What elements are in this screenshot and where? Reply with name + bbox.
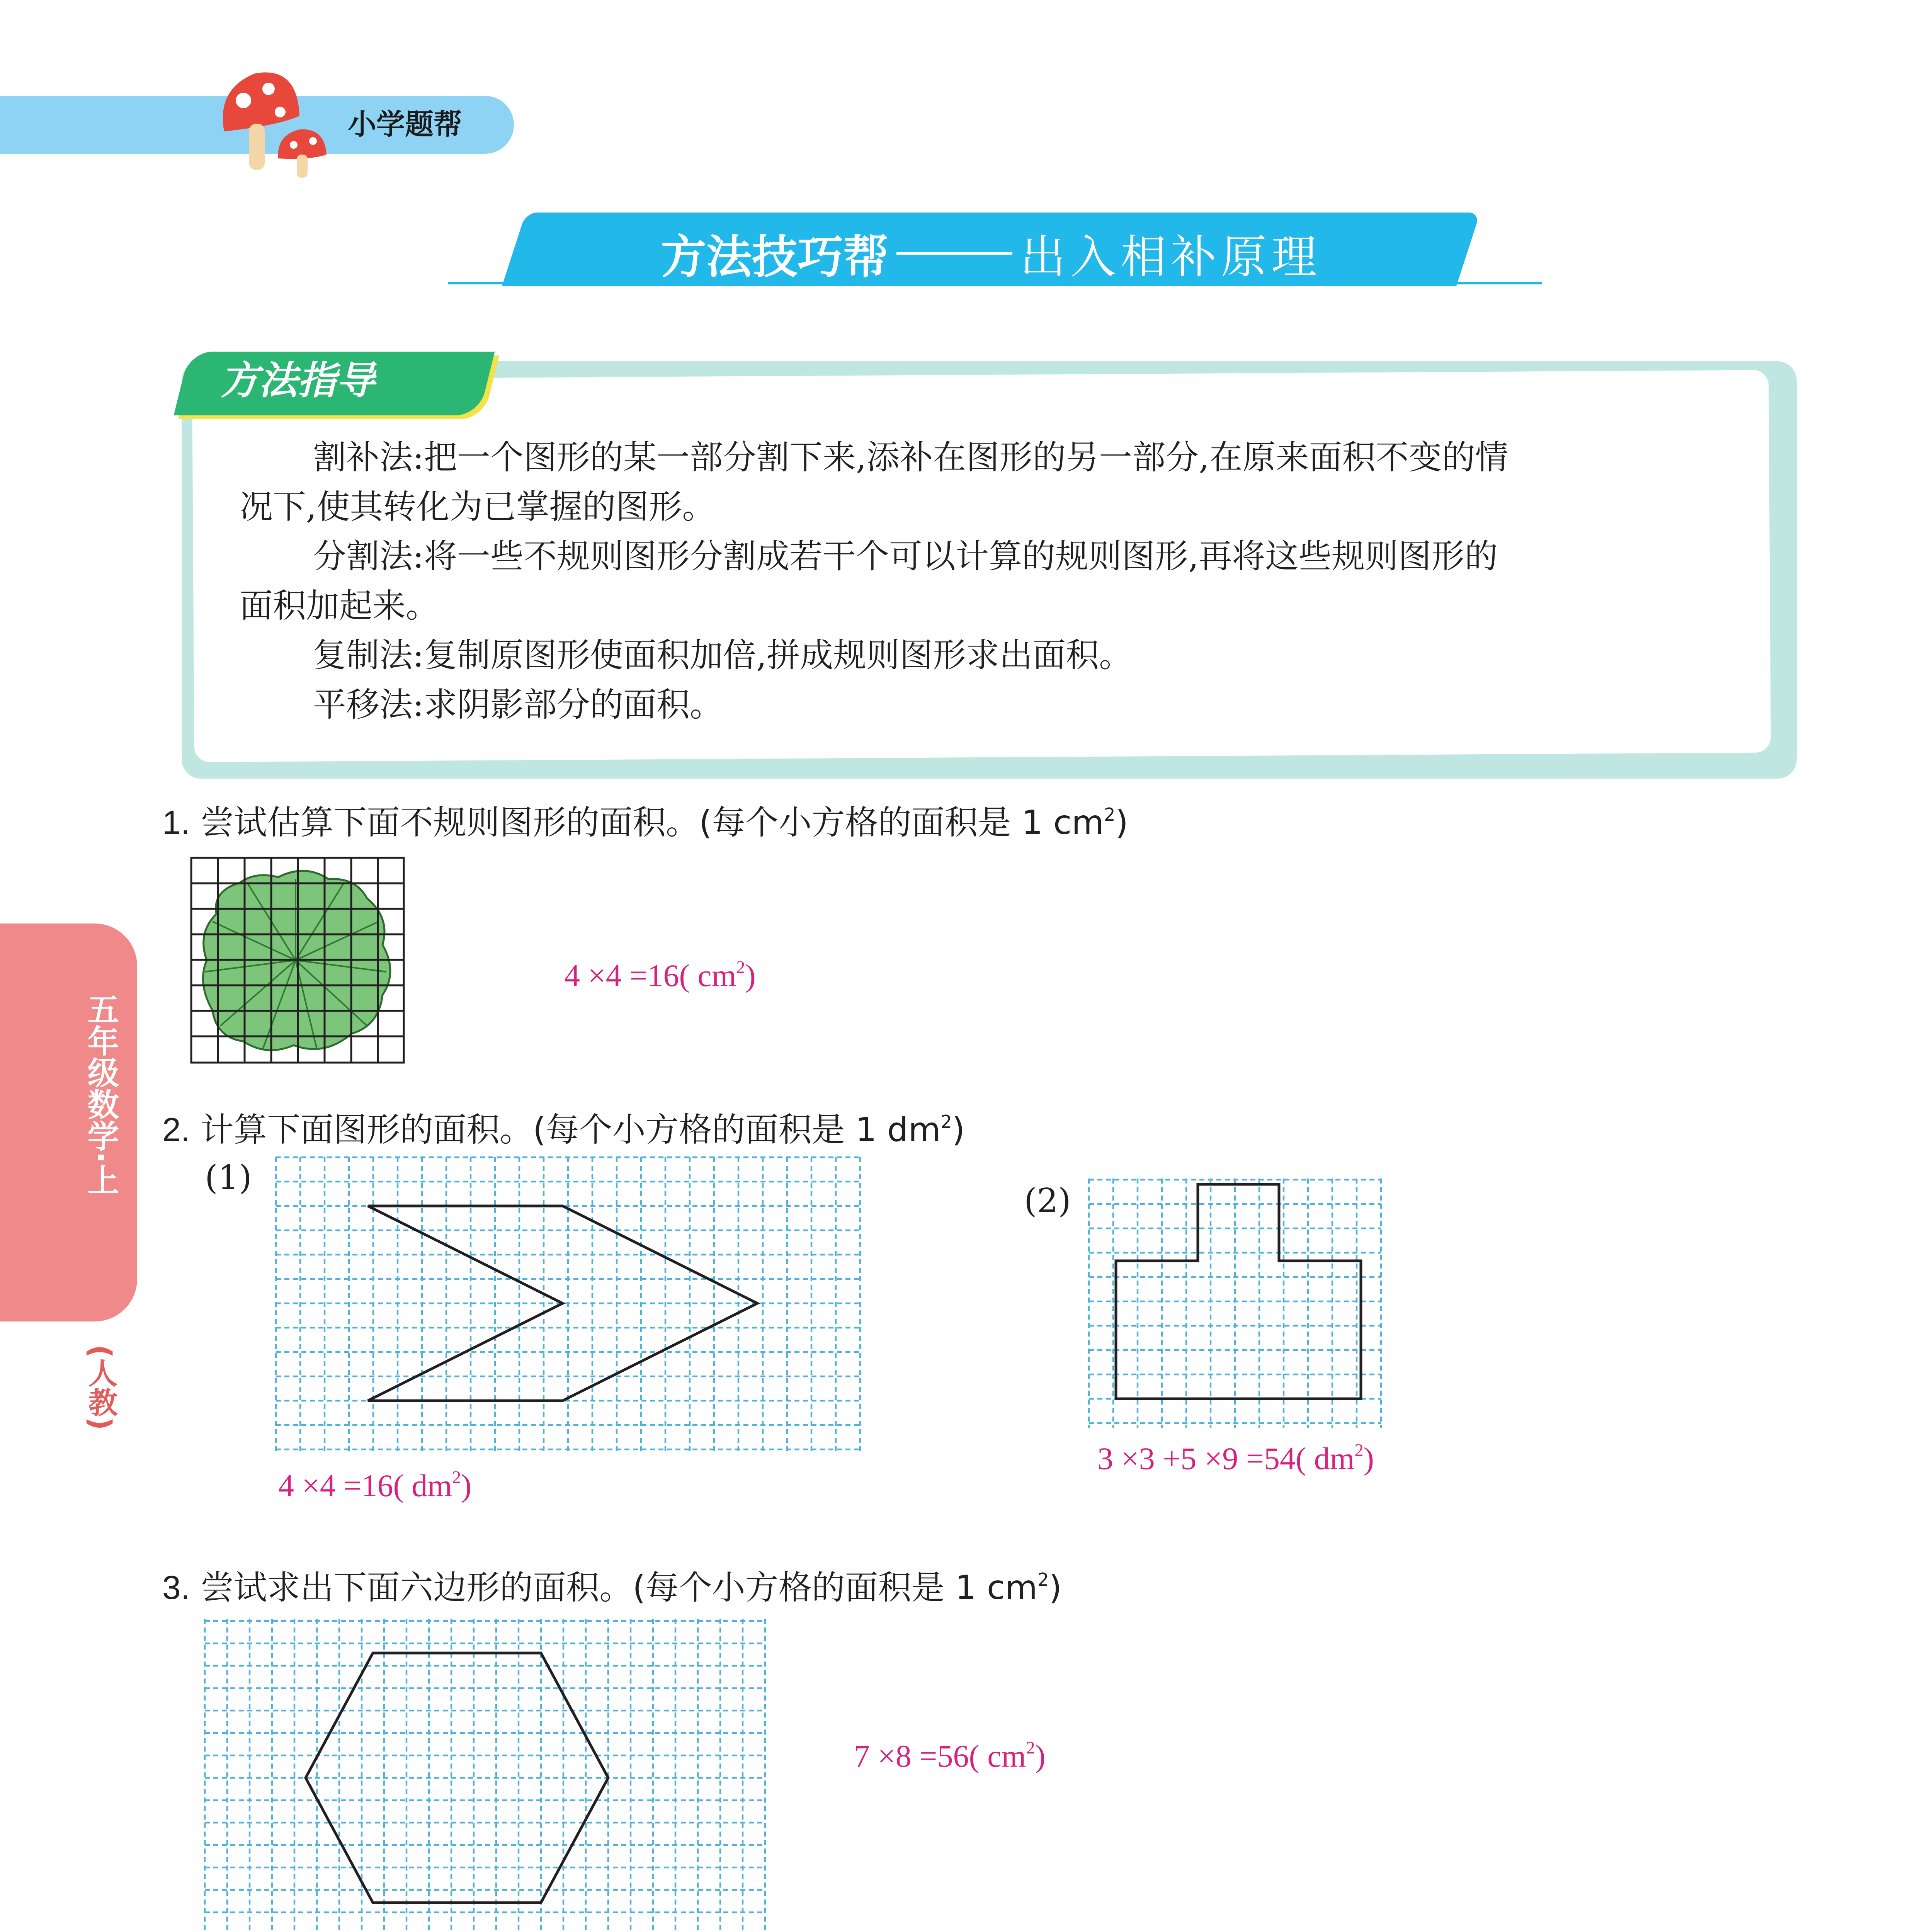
q2-answer2 bbox=[1097, 1441, 1374, 1475]
guide-p1a: 割补法:把一个图形的某一部分割下来,添补在图形的另一部分,在原来面积不变的情 bbox=[313, 438, 1509, 477]
q2-answer1-close: ) bbox=[461, 1468, 472, 1503]
q2-prompt bbox=[162, 1111, 965, 1149]
q1-answer bbox=[564, 958, 756, 992]
q2-part2-label: (2) bbox=[1024, 1182, 1071, 1220]
q1-text: 尝试估算下面不规则图形的面积。(每个小方格的面积是 1 cm bbox=[201, 803, 1104, 842]
q2-part1-label: (1) bbox=[205, 1158, 252, 1197]
q2-answer2-sup: 2 bbox=[1354, 1440, 1364, 1460]
q2-answer2-close: ) bbox=[1363, 1441, 1374, 1476]
guide-text bbox=[240, 433, 1754, 730]
q2-answer1-sup: 2 bbox=[452, 1467, 461, 1487]
guide-p2a: 分割法:将一些不规则图形分割成若干个可以计算的规则图形,再将这些规则图形的 bbox=[313, 537, 1498, 576]
q2-t-shape bbox=[1116, 1184, 1361, 1399]
q1-leaf-figure bbox=[189, 856, 406, 1065]
q1-prompt bbox=[162, 803, 1128, 842]
q2-number: 2. bbox=[162, 1111, 190, 1148]
q2-answer1-text: 4 ×4 =16( dm bbox=[278, 1468, 452, 1503]
guide-p2b: 面积加起来。 bbox=[240, 587, 439, 625]
q2-figure1 bbox=[270, 1155, 873, 1461]
q3-text: 尝试求出下面六边形的面积。(每个小方格的面积是 1 cm bbox=[201, 1568, 1038, 1607]
mushroom-logo-icon bbox=[201, 58, 340, 182]
q2-answer2-text: 3 ×3 +5 ×9 =54( dm bbox=[1097, 1441, 1355, 1476]
guide-p3: 复制法:复制原图形使面积加倍,拼成规则图形求出面积。 bbox=[313, 636, 1133, 675]
q1-number: 1. bbox=[162, 804, 190, 841]
q2-answer1 bbox=[278, 1468, 471, 1502]
q2-figure2 bbox=[1086, 1177, 1395, 1432]
q1-close: ) bbox=[1115, 803, 1128, 842]
q2-arrow-shape bbox=[368, 1206, 757, 1401]
guide-label: 方法指导 bbox=[220, 358, 375, 403]
title-sub: 出入相补原理 bbox=[1020, 230, 1322, 284]
q3-sup: 2 bbox=[1037, 1569, 1049, 1590]
q3-answer-close: ) bbox=[1035, 1738, 1046, 1774]
title-main: 方法技巧帮 bbox=[660, 230, 889, 284]
q3-figure bbox=[201, 1617, 784, 1932]
q2-text: 计算下面图形的面积。(每个小方格的面积是 1 dm bbox=[201, 1111, 941, 1149]
q2-sup: 2 bbox=[940, 1111, 952, 1132]
q1-sup: 2 bbox=[1104, 804, 1116, 825]
q3-number: 3. bbox=[162, 1569, 190, 1606]
guide-p1b: 况下,使其转化为已掌握的图形。 bbox=[240, 488, 716, 526]
q1-answer-text: 4 ×4 =16( cm bbox=[564, 958, 736, 993]
q3-answer-text: 7 ×8 =56( cm bbox=[854, 1738, 1026, 1774]
brand-label: 小学题帮 bbox=[348, 108, 462, 141]
q1-answer-close: ) bbox=[745, 958, 756, 993]
q2-close: ) bbox=[952, 1111, 965, 1149]
q3-answer-sup: 2 bbox=[1026, 1738, 1035, 1757]
q1-answer-sup: 2 bbox=[736, 957, 745, 977]
side-tab-edition: (人教) bbox=[83, 1345, 118, 1430]
title-text bbox=[514, 216, 1468, 290]
q3-answer bbox=[854, 1739, 1046, 1772]
q3-close: ) bbox=[1049, 1568, 1062, 1607]
side-tab-grade: 五年级数学·上 bbox=[82, 993, 119, 1196]
guide-p4: 平移法:求阴影部分的面积。 bbox=[313, 685, 723, 724]
q3-prompt bbox=[162, 1568, 1062, 1607]
